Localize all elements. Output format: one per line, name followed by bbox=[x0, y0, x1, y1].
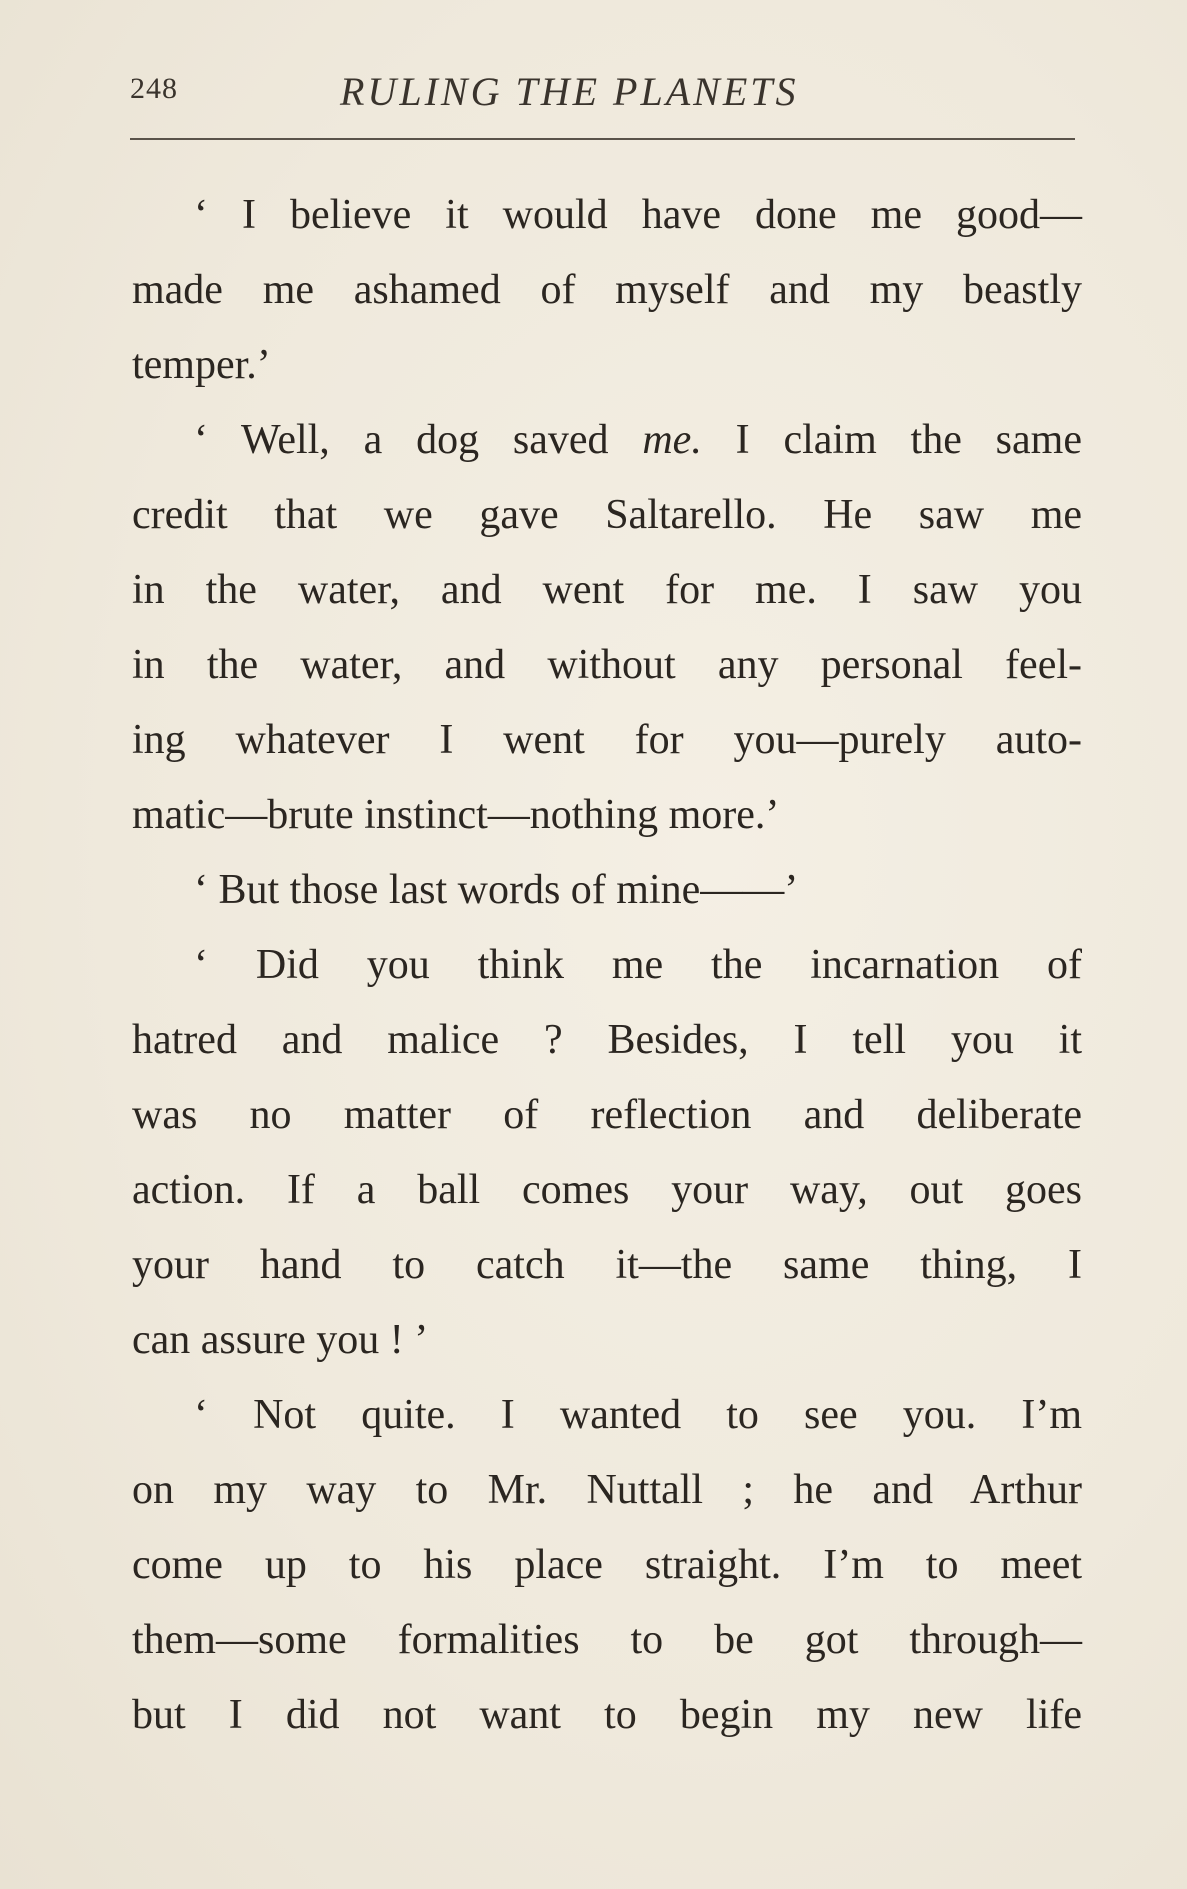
body-text bbox=[132, 178, 1082, 1753]
text-line: them—some formalities to be got through— bbox=[132, 1617, 1082, 1663]
text-run: I claim the same bbox=[701, 417, 1082, 463]
text-run: ‘ Well, a dog saved bbox=[194, 417, 643, 463]
text-line: ing whatever I went for you—purely auto- bbox=[132, 717, 1082, 763]
text-line: can assure you ! ’ bbox=[132, 1317, 429, 1363]
page-header bbox=[130, 68, 1075, 118]
text-line: was no matter of reflection and deliberate bbox=[132, 1092, 1082, 1138]
running-title: RULING THE PLANETS bbox=[340, 69, 799, 114]
text-line: in the water, and went for me. I saw you bbox=[132, 567, 1082, 613]
text-line: come up to his place straight. I’m to meet bbox=[132, 1542, 1082, 1588]
header-rule bbox=[130, 138, 1075, 140]
emphasis-word: me. bbox=[642, 417, 702, 463]
text-line: ‘ Not quite. I wanted to see you. I’m bbox=[194, 1392, 1082, 1438]
text-line: made me ashamed of myself and my beastly bbox=[132, 267, 1082, 313]
text-line: but I did not want to begin my new life bbox=[132, 1692, 1082, 1738]
text-line: ‘ But those last words of mine——’ bbox=[194, 867, 799, 913]
text-line: action. If a ball comes your way, out goes bbox=[132, 1167, 1082, 1213]
text-line: on my way to Mr. Nuttall ; he and Arthur bbox=[132, 1467, 1082, 1513]
text-line: ‘ I believe it would have done me good— bbox=[194, 192, 1082, 238]
text-line: in the water, and without any personal feel- bbox=[132, 642, 1082, 688]
text-line: credit that we gave Saltarello. He saw me bbox=[132, 492, 1082, 538]
text-line: hatred and malice ? Besides, I tell you it bbox=[132, 1017, 1082, 1063]
text-line bbox=[132, 403, 1082, 478]
page-number: 248 bbox=[130, 72, 178, 105]
text-line: matic—brute instinct—nothing more.’ bbox=[132, 792, 780, 838]
text-line: temper.’ bbox=[132, 342, 271, 388]
text-line: your hand to catch it—the same thing, I bbox=[132, 1242, 1082, 1288]
text-line: ‘ Did you think me the incarnation of bbox=[194, 942, 1082, 988]
